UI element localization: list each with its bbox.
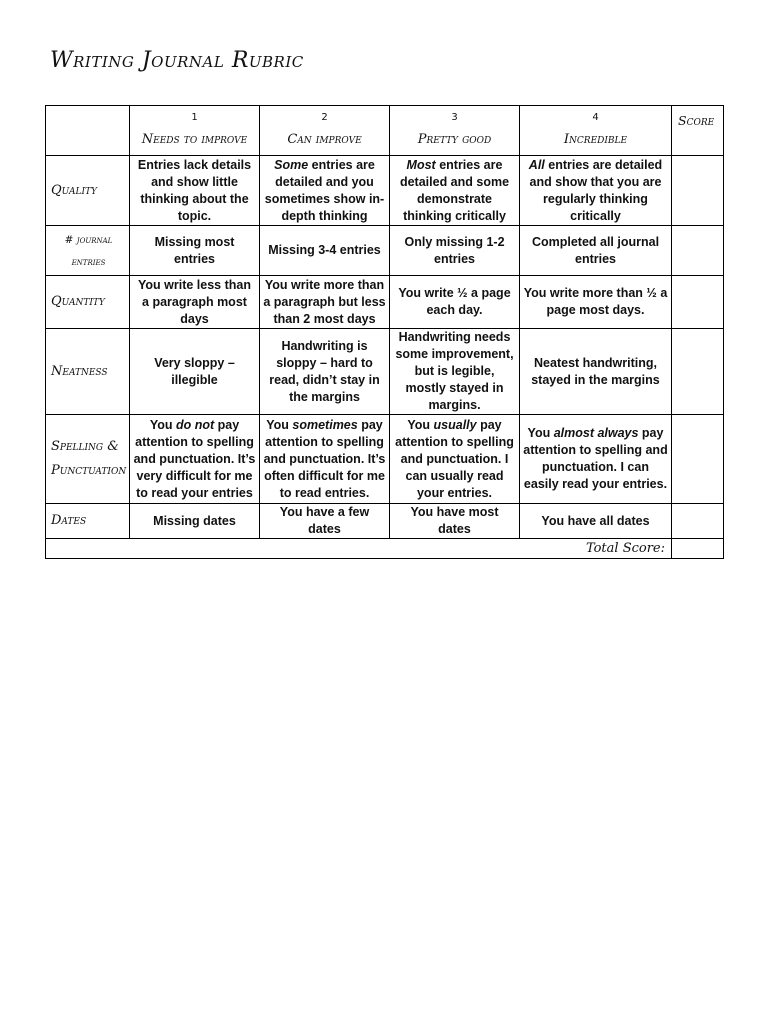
rubric-cell (260, 329, 390, 415)
cell-text-after: You have most dates (410, 505, 499, 536)
cell-text-after: entries are detailed and some demonstrate thinking critically (399, 157, 510, 223)
level-number: 4 (592, 112, 599, 123)
rubric-cell (390, 226, 520, 276)
rubric-row (46, 504, 724, 539)
rubric-cell (260, 504, 390, 539)
rubric-cell (260, 156, 390, 226)
cell-text-before: You (149, 417, 176, 432)
rubric-cell (520, 415, 672, 504)
rubric-cell (130, 156, 260, 226)
level-name: Pretty good (417, 132, 492, 147)
rubric-row (46, 276, 724, 329)
level-name: Incredible (563, 132, 628, 147)
cell-text-after: pay attention to spelling and punctuation. It’s very difficult for me to read your entries (133, 417, 256, 500)
score-header: Score (672, 106, 724, 156)
cell-text-after: You write more than a paragraph but less than 2 most days (263, 277, 386, 326)
cell-text-after: Neatest handwriting, stayed in the margins (531, 355, 660, 387)
rubric-cell (390, 329, 520, 415)
score-cell[interactable] (672, 276, 724, 329)
cell-text-after: You write ½ a page each day. (398, 286, 511, 317)
cell-text-em: do not (175, 417, 215, 432)
cell-text-after: entries are detailed and show that you are regularly thinking critically (529, 157, 663, 223)
cell-text-em: Most (406, 157, 436, 172)
rubric-cell (520, 329, 672, 415)
cell-text-after: Missing most entries (154, 234, 235, 266)
rubric-row (46, 226, 724, 276)
cell-text-after: Entries lack details and show little thinking about the topic. (137, 157, 252, 223)
cell-text-after: You write more than ½ a page most days. (523, 286, 668, 317)
cell-text-em: Some (274, 157, 309, 172)
criterion-label: Spelling & Punctuation (46, 415, 130, 504)
criterion-label: Quality (46, 156, 130, 226)
cell-text-before: You (527, 426, 554, 440)
level-header (520, 106, 672, 156)
rubric-cell (130, 415, 260, 504)
rubric-cell (260, 276, 390, 329)
rubric-cell (520, 276, 672, 329)
score-cell[interactable] (672, 226, 724, 276)
level-number: 3 (451, 112, 458, 123)
document-title: Writing Journal Rubric (50, 48, 304, 73)
criterion-label: Quantity (46, 276, 130, 329)
rubric-cell (390, 276, 520, 329)
rubric-cell (390, 415, 520, 504)
rubric-row (46, 156, 724, 226)
cell-text-before: You (266, 417, 293, 432)
header-row (46, 106, 724, 156)
cell-text-after: You write less than a paragraph most days (138, 277, 251, 326)
cell-text-after: Very sloppy – illegible (154, 355, 235, 387)
rubric-cell (520, 504, 672, 539)
cell-text-after: Missing dates (153, 513, 236, 528)
cell-text-em: sometimes (292, 417, 358, 432)
rubric-cell (520, 156, 672, 226)
rubric-cell (390, 504, 520, 539)
level-number: 1 (191, 112, 198, 123)
total-score-label: Total Score: (46, 539, 672, 559)
corner-cell (46, 106, 130, 156)
total-score-cell[interactable] (672, 539, 724, 559)
criterion-label: Neatness (46, 329, 130, 415)
cell-text-after: Handwriting is sloppy – hard to read, didn’t stay in the margins (269, 338, 380, 404)
cell-text-em: usually (433, 417, 477, 432)
level-header (130, 106, 260, 156)
criterion-label: # journal entries (46, 226, 130, 276)
rubric-cell (390, 156, 520, 226)
rubric-cell (260, 415, 390, 504)
rubric-row (46, 415, 724, 504)
level-header (390, 106, 520, 156)
score-cell[interactable] (672, 504, 724, 539)
cell-text-after: pay attention to spelling and punctuation. I can easily read your entries. (523, 426, 668, 491)
cell-text-after: pay attention to spelling and punctuation. I can usually read your entries. (395, 417, 514, 500)
cell-text-before: You (407, 417, 434, 432)
cell-text-after: Completed all journal entries (531, 234, 660, 266)
level-name: Needs to improve (141, 132, 248, 147)
rubric-cell (130, 226, 260, 276)
level-number: 2 (321, 112, 328, 123)
total-row (46, 539, 724, 559)
cell-text-after: You have all dates (541, 513, 650, 528)
rubric-row (46, 329, 724, 415)
rubric-cell (130, 276, 260, 329)
cell-text-after: Missing 3-4 entries (268, 243, 381, 257)
score-cell[interactable] (672, 329, 724, 415)
level-name: Can improve (287, 132, 362, 147)
cell-text-after: You have a few dates (279, 505, 370, 536)
cell-text-em: All (528, 157, 545, 172)
cell-text-after: Handwriting needs some improvement, but is legible, mostly stayed in margins. (395, 330, 514, 412)
cell-text-after: pay attention to spelling and punctuation. It’s often difficult for me to read entries. (263, 417, 386, 500)
rubric-cell (130, 329, 260, 415)
level-header (260, 106, 390, 156)
rubric-cell (260, 226, 390, 276)
score-cell[interactable] (672, 156, 724, 226)
cell-text-em: almost always (553, 426, 639, 440)
criterion-label: Dates (46, 504, 130, 539)
score-cell[interactable] (672, 415, 724, 504)
cell-text-after: entries are detailed and you sometimes show in-depth thinking (264, 157, 385, 223)
cell-text-after: Only missing 1-2 entries (404, 234, 505, 266)
rubric-cell (130, 504, 260, 539)
rubric-table (45, 105, 724, 559)
rubric-cell (520, 226, 672, 276)
